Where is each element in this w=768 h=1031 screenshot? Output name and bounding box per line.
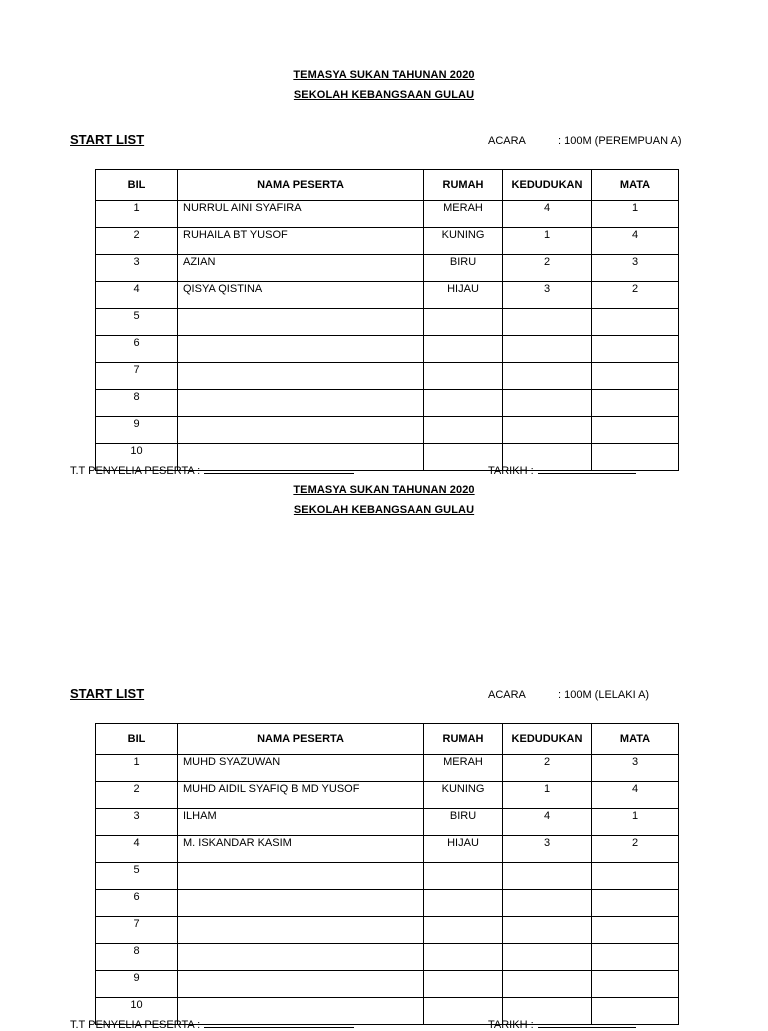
table-row (96, 417, 679, 444)
cell-rumah (424, 917, 503, 944)
cell-nama (178, 336, 424, 363)
cell-bil: 6 (96, 336, 178, 363)
signature-field (70, 464, 354, 477)
col-bil-header: BIL (96, 170, 178, 201)
cell-rumah: BIRU (424, 809, 503, 836)
cell-nama: RUHAILA BT YUSOF (178, 228, 424, 255)
col-bil-header: BIL (96, 724, 178, 755)
table-row (96, 836, 679, 863)
signature-line (204, 464, 354, 474)
cell-kedudukan (503, 390, 592, 417)
table-row (96, 809, 679, 836)
cell-nama (178, 363, 424, 390)
table-row (96, 944, 679, 971)
table-row (96, 755, 679, 782)
cell-mata (592, 944, 679, 971)
cell-kedudukan: 4 (503, 201, 592, 228)
table-row (96, 917, 679, 944)
cell-rumah: HIJAU (424, 836, 503, 863)
cell-nama (178, 890, 424, 917)
cell-bil: 8 (96, 390, 178, 417)
col-mata-header: MATA (592, 170, 679, 201)
start-list-table (95, 723, 679, 1025)
cell-bil: 1 (96, 755, 178, 782)
cell-nama: QISYA QISTINA (178, 282, 424, 309)
acara-label: ACARA (488, 689, 526, 701)
cell-rumah: MERAH (424, 201, 503, 228)
cell-bil: 10 (96, 444, 178, 471)
date-field (488, 464, 636, 477)
col-kedudukan-header: KEDUDUKAN (503, 170, 592, 201)
cell-kedudukan (503, 863, 592, 890)
cell-rumah (424, 390, 503, 417)
cell-kedudukan (503, 363, 592, 390)
cell-bil: 3 (96, 809, 178, 836)
cell-bil: 5 (96, 309, 178, 336)
col-nama-header: NAMA PESERTA (178, 724, 424, 755)
cell-nama: MUHD AIDIL SYAFIQ B MD YUSOF (178, 782, 424, 809)
cell-kedudukan (503, 417, 592, 444)
cell-bil: 10 (96, 998, 178, 1025)
cell-mata: 4 (592, 228, 679, 255)
table-header-row (96, 170, 679, 201)
cell-bil: 2 (96, 782, 178, 809)
cell-bil: 7 (96, 363, 178, 390)
cell-rumah (424, 336, 503, 363)
cell-bil: 1 (96, 201, 178, 228)
school-name: SEKOLAH KEBANGSAAN GULAU (293, 89, 475, 101)
table-row (96, 782, 679, 809)
start-list-table (95, 169, 679, 471)
col-nama-header: NAMA PESERTA (178, 170, 424, 201)
col-mata-header: MATA (592, 724, 679, 755)
col-rumah-header: RUMAH (424, 724, 503, 755)
cell-kedudukan (503, 336, 592, 363)
cell-kedudukan: 1 (503, 228, 592, 255)
col-kedudukan-header: KEDUDUKAN (503, 724, 592, 755)
cell-mata: 3 (592, 255, 679, 282)
table-row (96, 971, 679, 998)
signature-label: T.T PENYELIA PESERTA : (70, 465, 201, 477)
cell-bil: 8 (96, 944, 178, 971)
cell-rumah: KUNING (424, 782, 503, 809)
cell-rumah: HIJAU (424, 282, 503, 309)
cell-kedudukan: 2 (503, 255, 592, 282)
date-label: TARIKH : (488, 1019, 534, 1031)
cell-mata: 2 (592, 282, 679, 309)
table-row (96, 309, 679, 336)
school-name: SEKOLAH KEBANGSAAN GULAU (293, 504, 475, 516)
cell-bil: 3 (96, 255, 178, 282)
cell-rumah (424, 944, 503, 971)
table-row (96, 890, 679, 917)
acara-label: ACARA (488, 135, 526, 147)
cell-mata (592, 336, 679, 363)
cell-rumah (424, 890, 503, 917)
cell-bil: 2 (96, 228, 178, 255)
start-list-heading: START LIST (70, 686, 145, 701)
cell-rumah (424, 309, 503, 336)
cell-rumah (424, 863, 503, 890)
cell-mata: 4 (592, 782, 679, 809)
cell-rumah: BIRU (424, 255, 503, 282)
acara-value: : 100M (PEREMPUAN A) (558, 135, 682, 147)
start-list-heading: START LIST (70, 132, 145, 147)
cell-kedudukan: 4 (503, 809, 592, 836)
cell-nama (178, 863, 424, 890)
cell-nama (178, 309, 424, 336)
table-row (96, 282, 679, 309)
cell-mata (592, 863, 679, 890)
cell-rumah (424, 971, 503, 998)
cell-bil: 4 (96, 836, 178, 863)
table-row (96, 228, 679, 255)
cell-nama (178, 417, 424, 444)
cell-bil: 7 (96, 917, 178, 944)
cell-mata (592, 971, 679, 998)
date-field (488, 1018, 636, 1031)
cell-mata (592, 363, 679, 390)
cell-nama: AZIAN (178, 255, 424, 282)
acara-value: : 100M (LELAKI A) (558, 689, 650, 701)
cell-kedudukan: 1 (503, 782, 592, 809)
cell-rumah: MERAH (424, 755, 503, 782)
cell-nama (178, 917, 424, 944)
cell-mata (592, 390, 679, 417)
table-row (96, 201, 679, 228)
date-line (538, 464, 636, 474)
cell-kedudukan: 3 (503, 836, 592, 863)
date-line (538, 1018, 636, 1028)
table-row (96, 863, 679, 890)
table-row (96, 363, 679, 390)
cell-mata: 3 (592, 755, 679, 782)
date-label: TARIKH : (488, 465, 534, 477)
cell-mata: 1 (592, 201, 679, 228)
table-header-row (96, 724, 679, 755)
cell-kedudukan (503, 944, 592, 971)
cell-rumah (424, 417, 503, 444)
signature-line (204, 1018, 354, 1028)
cell-kedudukan (503, 971, 592, 998)
table-row (96, 390, 679, 417)
cell-kedudukan (503, 917, 592, 944)
cell-kedudukan: 3 (503, 282, 592, 309)
cell-mata: 2 (592, 836, 679, 863)
cell-bil: 4 (96, 282, 178, 309)
cell-nama (178, 390, 424, 417)
cell-nama: ILHAM (178, 809, 424, 836)
signature-label: T.T PENYELIA PESERTA : (70, 1019, 201, 1031)
cell-nama (178, 971, 424, 998)
cell-nama: M. ISKANDAR KASIM (178, 836, 424, 863)
cell-mata (592, 309, 679, 336)
cell-bil: 9 (96, 417, 178, 444)
cell-kedudukan (503, 890, 592, 917)
cell-kedudukan (503, 309, 592, 336)
table-row (96, 336, 679, 363)
cell-bil: 6 (96, 890, 178, 917)
signature-field (70, 1018, 354, 1031)
cell-mata (592, 417, 679, 444)
cell-mata (592, 890, 679, 917)
cell-kedudukan: 2 (503, 755, 592, 782)
event-title: TEMASYA SUKAN TAHUNAN 2020 (293, 484, 475, 496)
table-row (96, 255, 679, 282)
cell-bil: 5 (96, 863, 178, 890)
cell-rumah (424, 363, 503, 390)
col-rumah-header: RUMAH (424, 170, 503, 201)
cell-nama: NURRUL AINI SYAFIRA (178, 201, 424, 228)
cell-rumah: KUNING (424, 228, 503, 255)
cell-mata (592, 917, 679, 944)
cell-mata: 1 (592, 809, 679, 836)
cell-nama (178, 944, 424, 971)
event-title: TEMASYA SUKAN TAHUNAN 2020 (293, 69, 475, 81)
cell-bil: 9 (96, 971, 178, 998)
cell-nama: MUHD SYAZUWAN (178, 755, 424, 782)
